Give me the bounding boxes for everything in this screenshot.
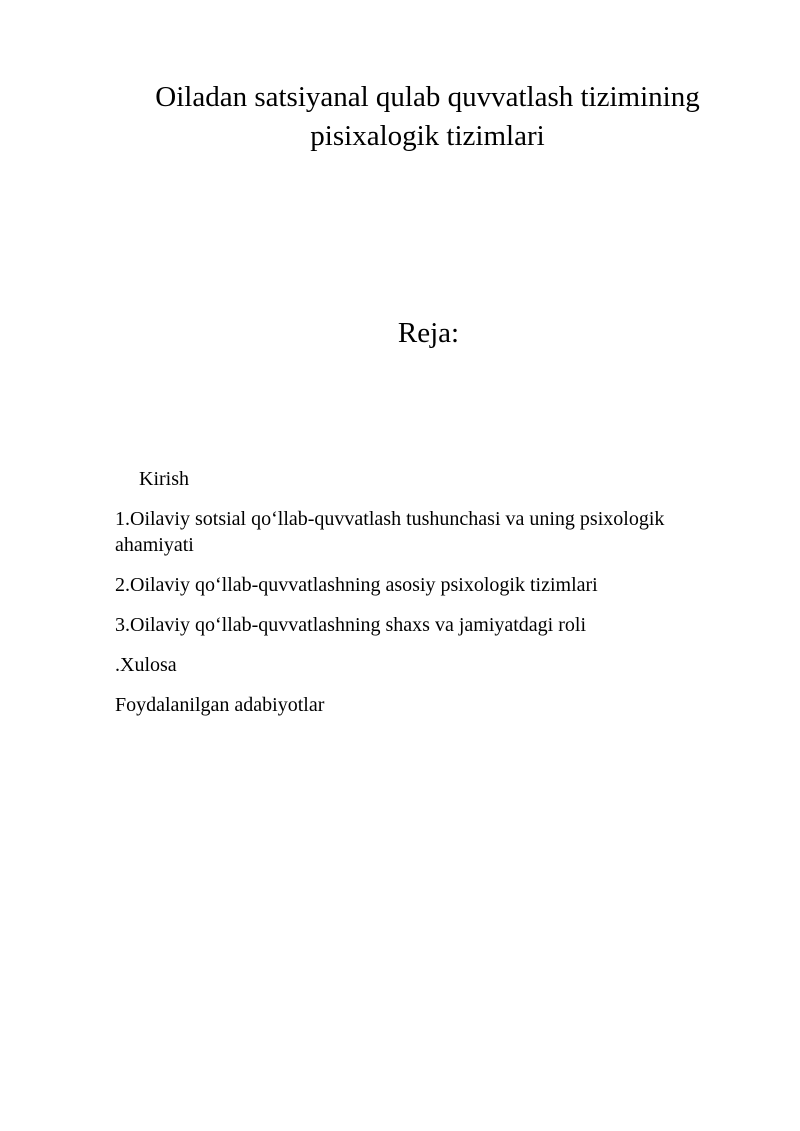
plan-item-2: 2.Oilaviy qo‘llab-quvvatlashning asosiy psixologik tizimlari xyxy=(115,574,598,596)
title-line-2: pisixalogik tizimlari xyxy=(310,120,545,152)
plan-item-3: 3.Oilaviy qo‘llab-quvvatlashning shaxs va jamiyatdagi roli xyxy=(115,614,587,636)
plan-heading: Reja: xyxy=(397,317,460,349)
plan-item-references: Foydalanilgan adabiyotlar xyxy=(115,694,325,716)
plan-list xyxy=(115,466,735,732)
plan-item-introduction: Kirish xyxy=(139,468,189,490)
document-title xyxy=(115,78,740,156)
title-line-1: Oiladan satsiyanal qulab quvvatlash tizimining xyxy=(155,81,700,113)
plan-item-conclusion: .Xulosa xyxy=(115,654,177,676)
plan-item-1: 1.Oilaviy sotsial qo‘llab-quvvatlash tushunchasi va uning psixologik ahamiyati xyxy=(115,508,665,556)
